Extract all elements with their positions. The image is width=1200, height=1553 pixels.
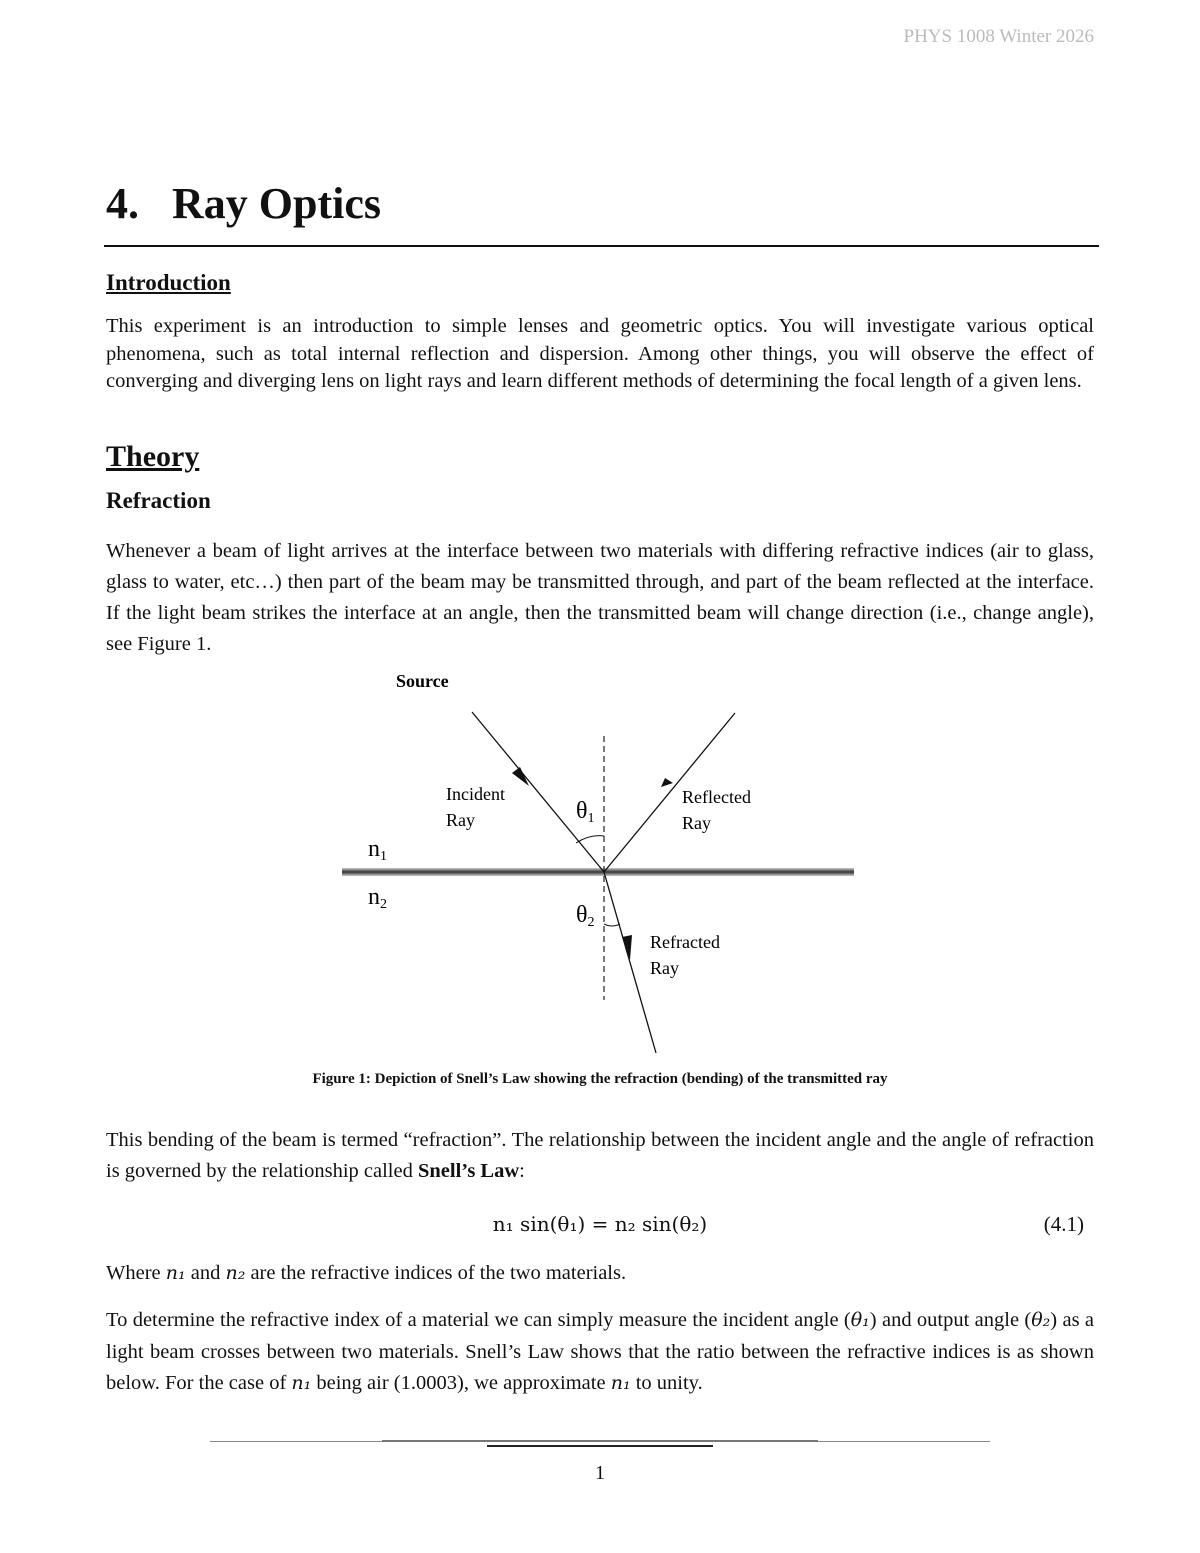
interface-line <box>342 868 854 876</box>
text: ) as a light beam crosses between two materials. Snell’s Law shows that the ratio between the refractive indices is as shown below. For the case of <box>106 1309 1094 1394</box>
theta2-arc <box>604 924 620 926</box>
equation-4-1: n₁ sin(θ₁) = n₂ sin(θ₂) <box>492 1212 708 1236</box>
theta1-label: θ1 <box>576 798 595 826</box>
footer-rule <box>487 1445 713 1447</box>
math-theta1: θ₁ <box>850 1309 870 1331</box>
source-label: Source <box>396 671 449 691</box>
reflected-arrow-icon <box>661 778 673 787</box>
incident-label-1: Incident <box>446 784 505 804</box>
math-n1: n₁ <box>165 1262 186 1284</box>
text: to unity. <box>630 1372 703 1394</box>
incident-label-2: Ray <box>446 810 475 830</box>
indices-paragraph <box>106 1262 1094 1285</box>
reflected-label-1: Reflected <box>682 787 751 807</box>
refracted-label-1: Refracted <box>650 932 720 952</box>
footer-rule <box>382 1440 818 1442</box>
incident-arrow-icon <box>512 767 529 786</box>
text: being air (1.0003), we approximate <box>311 1372 611 1394</box>
text: : <box>519 1160 525 1182</box>
refracted-ray <box>604 872 656 1053</box>
text: Where <box>106 1262 166 1284</box>
theta1-arc <box>576 836 604 843</box>
figure-caption: Figure 1: Depiction of Snell’s Law showing the refraction (bending) of the transmitted ray <box>312 1071 888 1087</box>
refractive-index-paragraph <box>106 1305 1094 1400</box>
reflected-label-2: Ray <box>682 813 711 833</box>
introduction-paragraph: This experiment is an introduction to simple lenses and geometric optics. You will investigate various optical phenomena, such as total internal reflection and dispersion. Among other things, you will observe the effect of converging and diverging lens on light rays and learn different methods of determining the focal length of a given lens. <box>106 315 1094 392</box>
theory-heading: Theory <box>106 440 200 473</box>
refraction-heading: Refraction <box>106 488 211 513</box>
text: are the refractive indices of the two materials. <box>245 1262 627 1284</box>
running-header: PHYS 1008 Winter 2026 <box>903 26 1094 47</box>
snells-law-term: Snell’s Law <box>417 1160 520 1182</box>
n2-label: n2 <box>368 884 387 912</box>
theta2-label: θ2 <box>576 902 595 930</box>
n1-label: n1 <box>368 836 387 864</box>
snells-law-paragraph <box>106 1125 1094 1187</box>
math-theta2: θ₂ <box>1031 1309 1051 1331</box>
math-n2: n₂ <box>225 1262 246 1284</box>
math-n1: n₁ <box>291 1372 312 1394</box>
introduction-heading: Introduction <box>106 270 231 295</box>
chapter-title: 4. Ray Optics <box>106 179 381 228</box>
equation-number: (4.1) <box>1043 1212 1084 1236</box>
page-number: 1 <box>595 1462 605 1484</box>
refraction-paragraph: Whenever a beam of light arrives at the interface between two materials with differing refractive indices (air to glass, glass to water, etc…) then part of the beam may be transmitted through, and part of the beam reflected at the interface. If the light beam strikes the interface at an angle, then the transmitted beam will change direction (i.e., change angle), see Figure 1. <box>106 540 1094 655</box>
refracted-label-2: Ray <box>650 958 679 978</box>
refracted-arrow-icon <box>622 935 632 960</box>
text: and <box>185 1262 226 1284</box>
math-n1: n₁ <box>610 1372 631 1394</box>
text: This bending of the beam is termed “refraction”. The relationship between the incident angle and the angle of refraction is governed by the relationship called <box>106 1129 1094 1182</box>
text: ) and output angle ( <box>869 1309 1032 1331</box>
text: To determine the refractive index of a material we can simply measure the incident angle ( <box>106 1309 851 1331</box>
